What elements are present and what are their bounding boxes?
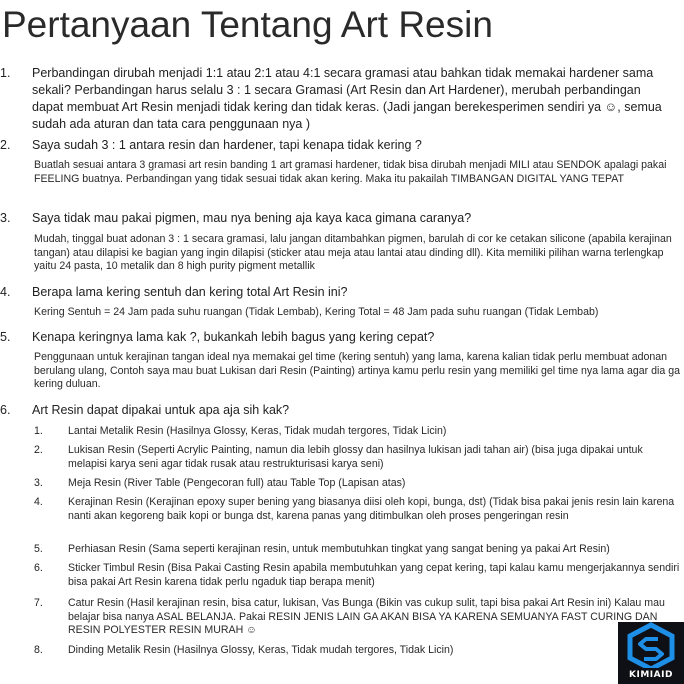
- page-title: Pertanyaan Tentang Art Resin: [2, 4, 493, 45]
- use-text: Catur Resin (Hasil kerajinan resin, bisa catur, lukisan, Vas Bunga (Bikin vas cukup sulit, tapi bisa pakai Art Resin ini) Kalau mau belajar bisa nanya ASAL BELANJA. Pakai RESIN JENIS LAIN GA AKAN BISA YA KARENA SEMUANYA FAST CURING DAN RESIN POLYESTER RESIN MURAH ☺: [68, 597, 665, 636]
- use-number: 4.: [34, 496, 43, 508]
- use-number: 6.: [34, 562, 43, 574]
- question-number: 5.: [0, 330, 11, 344]
- question-number: 1.: [0, 66, 11, 80]
- question-text: Saya tidak mau pakai pigmen, mau nya bening aja kaya kaca gimana caranya?: [32, 211, 472, 225]
- answer-5: Penggunaan untuk kerajinan tangan ideal nya memakai gel time (kering sentuh) yang lama, karena kalian tidak perlu membuat adonan berulang ulang, Contoh saya mau buat Lukisan dari Resin (Painting) artinya kamu perlu resin yang memiliki gel time nya lama agar dia ga kering duluan.: [34, 351, 680, 390]
- use-text: Kerajinan Resin (Kerajinan epoxy super bening yang biasanya diisi oleh kopi, bunga, dst) (Tidak bisa pakai jenis resin lain karena nanti akan kegoreng baik kopi or bunga dst, karena panas yang ditimbulkan oleh proses pengeringan resin: [68, 496, 675, 522]
- question-text: Kenapa keringnya lama kak ?, bukankah lebih bagus yang kering cepat?: [32, 330, 435, 344]
- use-number: 3.: [34, 477, 43, 489]
- use-number: 5.: [34, 543, 43, 555]
- use-number: 7.: [34, 597, 43, 609]
- use-text: Dinding Metalik Resin (Hasilnya Glossy, Keras, Tidak mudah tergores, Tidak Licin): [68, 644, 454, 656]
- question-number: 4.: [0, 285, 11, 299]
- answer-3: Mudah, tinggal buat adonan 3 : 1 secara gramasi, lalu jangan ditambahkan pigmen, barulah di cor ke cetakan silicone (apabila kerajinan tangan) atau dilapisi ke bagian yang ingin dilapisi (sticker atau meja atau lantai atau dinding dll). Kita memiliki pilihan warna terlengkap yaitu 24 pasta, 10 metalik dan 8 high purity pigment metallik: [34, 233, 672, 272]
- use-text: Lukisan Resin (Seperti Acrylic Painting, namun dia lebih glossy dan hasilnya lukisan jadi tahan air) (bisa juga dipakai untuk melapisi karya seni agar tidak rusak atau restrukturisasi karya seni): [68, 444, 643, 470]
- use-number: 2.: [34, 444, 43, 456]
- kimiaid-logo: [618, 622, 684, 684]
- question-text: Perbandingan dirubah menjadi 1:1 atau 2:1 atau 4:1 secara gramasi atau bahkan tidak memakai hardener sama sekali? Perbandingan harus selalu 3 : 1 secara Gramasi (Art Resin dan Art Hardener), merubah perbandingan dapat membuat Art Resin menjadi tidak kering dan tidak keras. (Jadi jangan berekesperimen sendiri ya ☺, semua sudah ada aturan dan tata cara penggunaan nya ): [32, 66, 662, 131]
- question-text: Berapa lama kering sentuh dan kering total Art Resin ini?: [32, 285, 348, 299]
- logo-text: KIMIAID: [629, 670, 673, 680]
- question-number: 3.: [0, 211, 11, 225]
- use-number: 8.: [34, 644, 43, 656]
- answer-4: Kering Sentuh = 24 Jam pada suhu ruangan (Tidak Lembab), Kering Total = 48 Jam pada suhu ruangan (Tidak Lembab): [34, 306, 599, 318]
- question-text: Art Resin dapat dipakai untuk apa aja sih kak?: [32, 403, 290, 417]
- use-text: Sticker Timbul Resin (Bisa Pakai Casting Resin apabila membutuhkan yang cepat kering, tapi kalau kamu mengerjakannya sendiri bisa pakai Art Resin karena tidak perlu ngaduk tiap berapa menit): [68, 562, 680, 588]
- question-number: 6.: [0, 403, 11, 417]
- use-text: Lantai Metalik Resin (Hasilnya Glossy, Keras, Tidak mudah tergores, Tidak Licin): [68, 425, 447, 437]
- use-number: 1.: [34, 425, 43, 437]
- use-text: Perhiasan Resin (Sama seperti kerajinan resin, untuk membutuhkan tingkat yang sangat bening ya pakai Art Resin): [68, 543, 610, 555]
- hexagon-logo-icon: [618, 622, 684, 668]
- question-text: Saya sudah 3 : 1 antara resin dan hardener, tapi kenapa tidak kering ?: [32, 138, 422, 152]
- answer-2: Buatlah sesuai antara 3 gramasi art resin banding 1 art gramasi hardener, tidak bisa dirubah menjadi MILI atau SENDOK apalagi pakai FEELING buatnya. Perbandingan yang tidak sesuai tidak akan kering. Maka itu pakailah TIMBANGAN DIGITAL YANG TEPAT: [34, 159, 667, 185]
- use-text: Meja Resin (River Table (Pengecoran full) atau Table Top (Lapisan atas): [68, 477, 406, 489]
- question-number: 2.: [0, 138, 11, 152]
